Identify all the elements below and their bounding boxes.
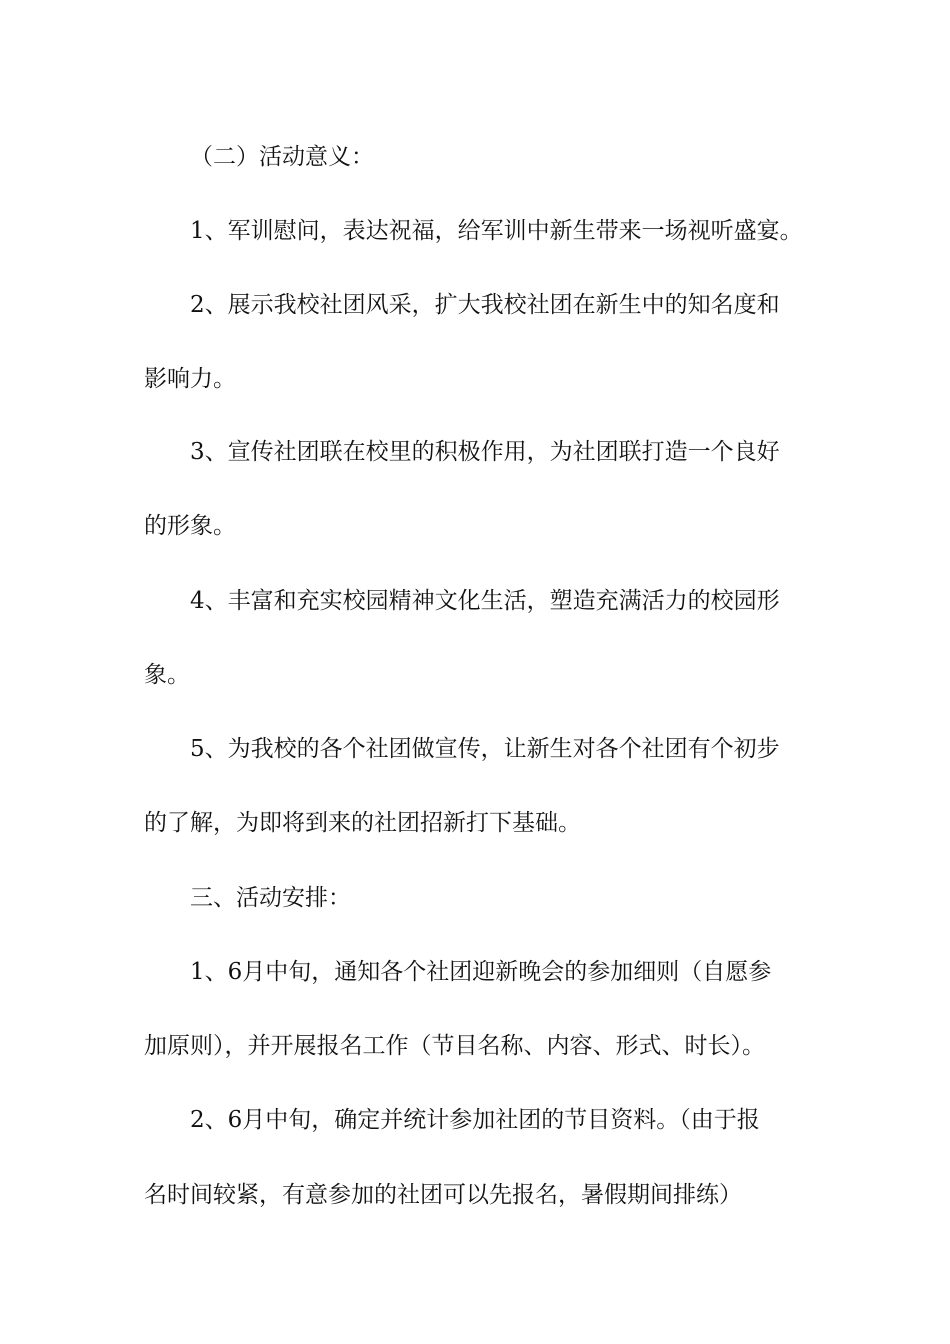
paragraph-line: 1、军训慰问，表达祝福，给军训中新生带来一场视听盛宴。 (190, 218, 803, 244)
paragraph-line: 5、为我校的各个社团做宣传，让新生对各个社团有个初步 (190, 736, 780, 762)
paragraph-line: 2、6月中旬，确定并统计参加社团的节目资料。（由于报 (190, 1107, 760, 1133)
paragraph-line: 加原则），并开展报名工作（节目名称、内容、形式、时长）。 (144, 1033, 765, 1059)
paragraph-line: 名时间较紧，有意参加的社团可以先报名，暑假期间排练） (144, 1182, 742, 1208)
paragraph-line: 4、丰富和充实校园精神文化生活，塑造充满活力的校园形 (190, 588, 780, 614)
paragraph-line: 影响力。 (144, 366, 236, 392)
paragraph-line: 的了解，为即将到来的社团招新打下基础。 (144, 810, 581, 836)
paragraph-line: 2、展示我校社团风采，扩大我校社团在新生中的知名度和 (190, 292, 780, 318)
section-heading-activity-arrangement: 三、活动安排： (190, 885, 351, 911)
section-heading-activity-significance: （二）活动意义： (190, 144, 374, 170)
paragraph-line: 象。 (144, 662, 190, 688)
paragraph-line: 1、6月中旬，通知各个社团迎新晚会的参加细则（自愿参 (190, 959, 772, 985)
paragraph-line: 3、宣传社团联在校里的积极作用，为社团联打造一个良好 (190, 439, 780, 465)
paragraph-line: 的形象。 (144, 513, 236, 539)
